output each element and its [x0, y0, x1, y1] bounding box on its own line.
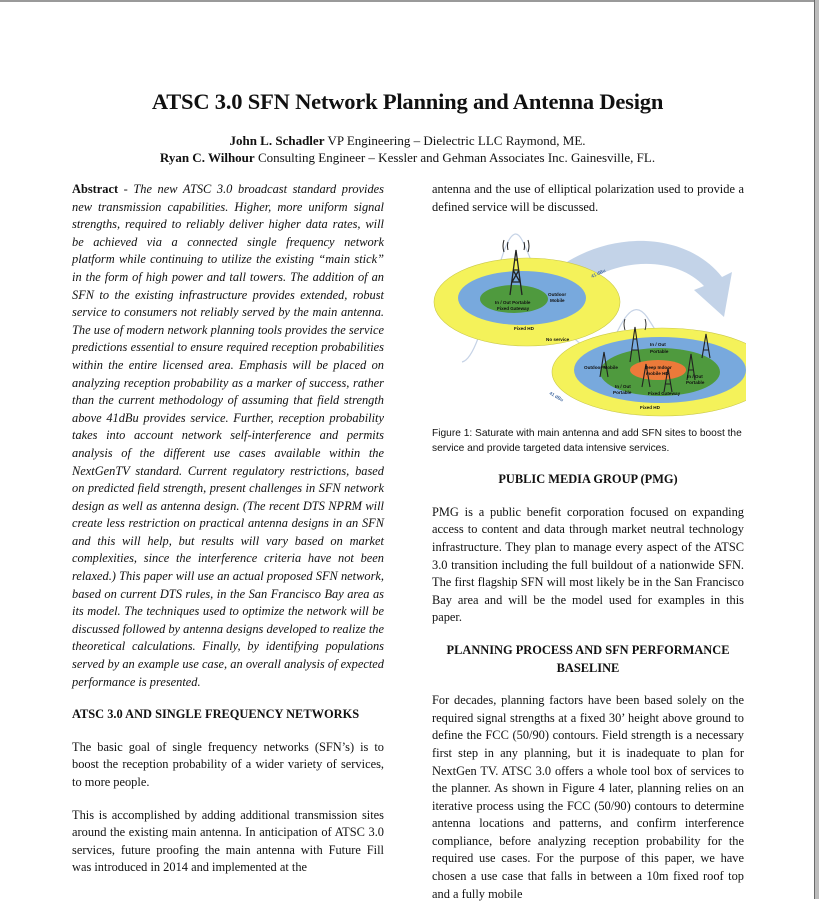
coverage-orange-sfn — [630, 360, 686, 380]
figure-label: Portable — [650, 349, 669, 354]
figure-label: Portable — [613, 390, 632, 395]
figure-label: Fixed Gateway — [648, 391, 681, 396]
abstract-text: - The new ATSC 3.0 broadcast standard provides new transmission capabilities. Higher, more uniform signal strengths, required to reliably deliver higher data rates, will be achieved via a connected single frequency network platform while continuing to utilize the existing “main stick” in the form of high power and tall towers. The addition of an SFN to the existing infrastructure provides extended, robust service to consumers not reliably served by the main antenna. The use of modern network planning tools provides the service predictions essential to ensure required reception probabilities within the entire licensed area. Emphasis will be placed on analyzing reception probability as a marker of success, rather than the current methodology of assuming that field strength above 41dBu provides service. Further, reception probability takes into account network self-interference and permits analysis of the different use cases available within the NextGenTV standard. Current regulatory restrictions, based on predicted field strength, present challenges in SFN network design as well as antenna design. (The recent DTS NPRM will create less restriction on practical antenna designs in an SFN and this will help, but results will vary based on market complexities, since the interference criteria have not been relaxed.) This paper will use an actual proposed SFN network, based on current DTS rules, in the San Francisco Bay area as its model. The techniques used to optimize the network will be discussed followed by antenna designs developed to realize the theoretical calculations. Finally, by identifying populations served by an example use case, an overall analysis of expected performance is presented. — [72, 182, 384, 689]
author-name: Ryan C. Wilhour — [159, 150, 255, 165]
left-column — [72, 181, 384, 877]
figure-label: Mobile — [550, 298, 565, 303]
figure-label: In / Out — [650, 342, 666, 347]
abstract-label: Abstract — [72, 182, 119, 196]
section-heading-sfn: ATSC 3.0 AND SINGLE FREQUENCY NETWORKS — [72, 707, 360, 722]
figure-label: In / Out — [687, 374, 703, 379]
paragraph: For decades, planning factors have been based solely on the required signal strengths at a fixed 30’ height above ground to define the FCC (50/90) contours. Field strength is a necessary first step in any planning, but it is inadequate to plan for NextGen TV. ATSC 3.0 offers a whole tool box of services to the planner. As shown in Figure 4 later, planning relies on an iterative process using the FCC (50/90) contours to determine antenna locations and patterns, and confirm interference compliance, before analyzing reception probability for the required use cases. For the purpose of this paper, we have chosen a use case that falls in between a 10m fixed roof top and a fully mobile — [432, 693, 744, 901]
abstract — [72, 181, 384, 691]
section-heading-pmg: PUBLIC MEDIA GROUP (PMG) — [498, 472, 678, 487]
paragraph: The basic goal of single frequency networks (SFN’s) is to boost the reception probability of a wider variety of services, to more people. — [72, 739, 384, 789]
figure-sfn-diagram — [432, 222, 746, 428]
paragraph: antenna and the use of elliptical polarization used to provide a defined service will be discussed. — [432, 182, 744, 214]
figure-label: Fixed HD — [640, 405, 660, 410]
page-top-border — [0, 0, 819, 2]
paper-title: ATSC 3.0 SFN Network Planning and Antenna Design — [151, 89, 664, 114]
section-heading-planning: PLANNING PROCESS AND SFN PERFORMANCE BASELINE — [446, 642, 730, 675]
page-right-border — [815, 0, 819, 899]
figure-label: 41 dBu — [590, 267, 607, 279]
figure-label: In / Out — [615, 384, 631, 389]
author-affiliation: VP Engineering – Dielectric LLC Raymond, ME. — [324, 133, 586, 148]
author-line-1 — [0, 133, 815, 149]
figure-label: Fixed HD — [514, 326, 534, 331]
figure-label: Portable — [686, 380, 705, 385]
figure-label: Deep Indoor — [645, 365, 672, 370]
author-name: John L. Schadler — [229, 133, 325, 148]
figure-label: No service — [546, 337, 570, 342]
figure-label: Fixed Gateway — [497, 306, 530, 311]
paragraph: This is accomplished by adding additional transmission sites around the existing main antenna. In anticipation of ATSC 3.0 services, future proofing the main antenna with Future Fill was introduced in 2014 and implemented at the — [72, 807, 384, 875]
figure-caption: Figure 1: Saturate with main antenna and add SFN sites to boost the service and provide targeted data intensive services. — [432, 428, 742, 454]
author-line-2 — [0, 150, 815, 166]
figure-label: 41 dBu — [548, 390, 565, 403]
paragraph: PMG is a public benefit corporation focused on expanding access to content and data through market neutral technology infrastructure. They plan to manage every aspect of the ATSC 3.0 transition including the full buildout of a nationwide SFN. The first flagship SFN will most likely be in the San Francisco Bay area and will be the model used for examples in this paper. — [432, 504, 744, 625]
figure-label: mobile HD — [646, 371, 669, 376]
figure-label: In / Out Portable — [495, 300, 531, 305]
figure-label: Outdoor Mobile — [584, 365, 618, 370]
figure-label: Outdoor — [548, 292, 567, 297]
author-affiliation: Consulting Engineer – Kessler and Gehman Associates Inc. Gainesville, FL. — [254, 150, 656, 165]
